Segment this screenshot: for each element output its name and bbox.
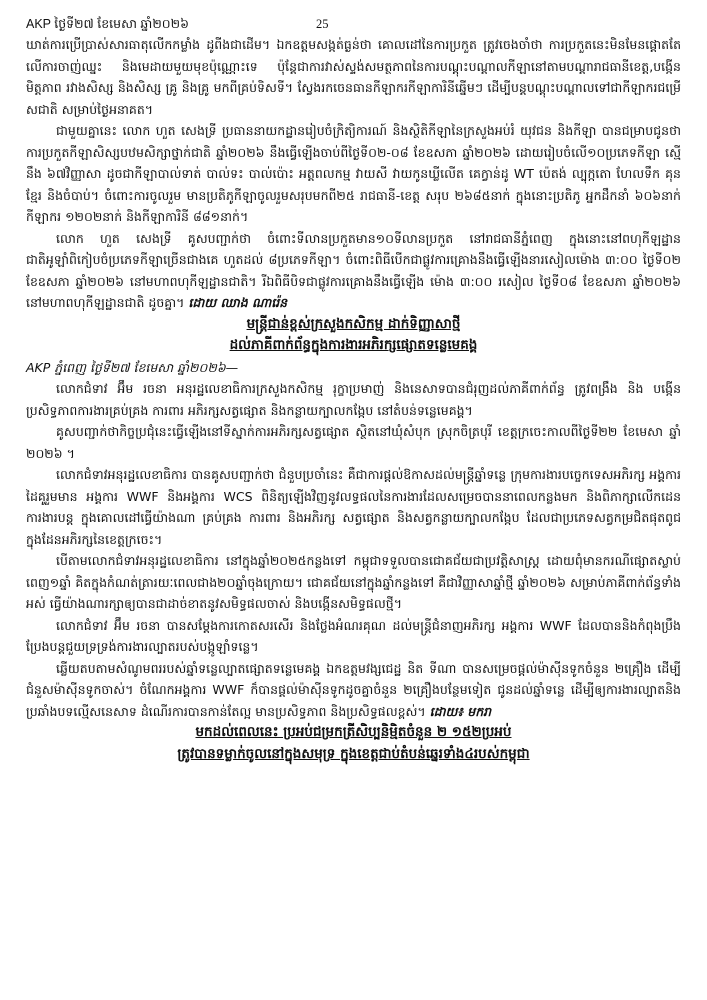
article-paragraph: លោកជំទាវអនុរដ្ឋលេខាធិការ បានគូសបញ្ជាក់ថា ជំនួបប្រចាំនេះ គឺជាការផ្តល់ឱកាសដល់មន្ត្រីឆ្នាំទន្លេ ក្រុមការងារបច្ចេកទេសអភិរក្ស អង្គការដៃគូរួមមាន អង្គការ WWF និងអង្គការ WCS ពិនិត្យឡើងវិញនូវលទ្ធផលនៃការងារដែលសម្រេចបាននាពេលកន្លងមក និងពិភាក្សាលើកដេនការងារបន្ត ក្នុងគោលដៅធ្វើយ៉ាងណា គ្រប់គ្រង ការពារ និងអភិរក្ស សត្វផ្សោត និងសត្វកន្លាយក្បាលកង្កែប ដែលជាប្រភេទសត្វកម្រជិតផុតពូជ ក្នុងដែនអភិរក្សនៃខេត្តក្រចេះ។ <box>26 467 681 547</box>
headline: មន្ត្រីជាន់ខ្ពស់ក្រសួងកសិកម្ម ដាក់ទិញ្ញាសាថ្មី <box>246 315 461 332</box>
headline: មកដល់ពេលនេះ ប្រអប់ជម្រកត្រីសិប្បនិម្មិតចំនួន ២ ១៥២ប្រអប់ <box>195 724 512 740</box>
article-fish-shelters <box>26 722 681 765</box>
article-paragraph: គូសបញ្ជាក់ថាកិច្ចប្រជុំនេះធ្វើឡើងនៅទីស្នាក់ការអភិរក្សសត្វផ្សោត ស្ថិតនៅឃុំសំបុក ស្រុកចិត្របុរី ខេត្តក្រចេះកាលពីថ្ងៃទី២២ ខែមេសា ឆ្នាំ ២០២៦ ។ <box>26 424 681 461</box>
article-paragraph <box>26 228 681 314</box>
article-paragraph: ឃាត់ការប្រើប្រាស់សារធាតុលើកកម្លាំង ដូពីងជាដើម។ ឯកឧត្តមសង្កត់ធ្ងន់ថា គោលដៅនៃការប្រកួត ត្រូវចេងចាំថា ការប្រកួតនេះមិនមែនផ្តោតតែលើការចាញ់ឈ្នះ និងមេដាយមួយមុខប៉ុណ្ណោះទេ ប៉ុន្តែជាការវាស់ស្ទង់សមត្ថភាពនៃការបណ្តុះបណ្តាលកីឡានៅតាមបណ្តារាជធានីខេត្ត,បង្កើនមិត្តភាព រវាងសិស្ស និងសិស្ស គ្រូ និងគ្រូ មកពីគ្រប់ទិសទី។ ស្វែងរកចេនធានកីឡាករកីឡាការិនីឆ្នើមៗ ដើម្បីបន្តបណ្តុះបណ្តាលទៅជាកីឡាករជម្រើសជាតិ សម្រាប់ថ្ងៃអនាគត។ <box>26 37 681 117</box>
article-paragraph: លោកជំទាវ អ៊ឹម រចនា បានសម្តែងការកោតសរសើរ និងថ្លែងអំណរគុណ ដល់មន្ត្រីជំនាញអភិរក្ស អង្គការ WWF ដែលបាននិងកំពុងប្រឹងប្រែងបន្តជួយទ្រទ្រង់ការងារល្បាតរបស់បង្កូឡាំទន្លេ។ <box>26 617 681 654</box>
headline: ត្រូវបានទម្លាក់ចូលនៅក្នុងសមុទ្រ ក្នុងខេត្តជាប់តំបន់ឆ្នេរទាំង៤របស់កម្ពុជា <box>177 745 530 762</box>
document-page <box>26 14 681 765</box>
page-number: 25 <box>316 17 329 31</box>
header-dateline: AKP ថ្ងៃទី២៧ ខែមេសា ឆ្នាំ២០២៦ <box>26 17 189 31</box>
page-header <box>26 14 681 34</box>
article-dolphin <box>26 314 681 723</box>
article-paragraph: លោកជំទាវ អ៊ឹម រចនា អនុរដ្ឋលេខាធិការក្រសួងកសិកម្ម រុក្ខាប្រមាញ់ និងនេសាទបានជំរុញដល់ភាគីពាក់ព័ន្ធ ត្រូវពង្រឹង និង បង្កើនប្រសិទ្ធភាពការងារគ្រប់គ្រង ការពារ អភិរក្សសត្វផ្សោត និងកន្លាយក្បាលកង្កែប នៅតំបន់ទន្លេមេគង្គ។ <box>26 381 681 418</box>
byline: ដោយ៖ មករា <box>429 703 492 719</box>
dateline <box>26 357 681 379</box>
article-paragraph-text: លោក ហួត សេងទ្រី គូសបញ្ជាក់ថា ចំពោះទីលានប្រកួតមាន១០ទីលានប្រកួត នៅរាជធានីភ្នំពេញ ក្នុងនោះនៅពហុកីឡដ្ឋានជាតិអូឡាំពិកៀបចំប្រភេទកីឡាច្រើនជាងគេ ហួតដល់ ៨ប្រភេទកីឡា។ ចំពោះពិធីបើកជាផ្លូវការគ្រោងនឹងធ្វើឡើងនារសៀលម៉ោង ៣:០០ ថ្ងៃទី០២ ខែឧសភា ឆ្នាំ២០២៦ នៅមហាពហុកីឡដ្ឋានជាតិ។ រីឯពិធីបិទជាផ្លូវការគ្រោងនឹងធ្វើឡើង ម៉ោង ៣:០០ រសៀល ថ្ងៃទី០៨ ខែឧសភា ឆ្នាំ២០២៦ នៅមហាពហុកីឡដ្ឋានជាតិ ដូចគ្នា។ <box>26 230 681 310</box>
dateline-text: AKP ភ្នំពេញ ថ្ងៃទី២៧ ខែមេសា ឆ្នាំ២០២៦— <box>26 359 239 375</box>
article-paragraph-text: ឆ្លើយតបតាមសំណូមពររបស់ឆ្នាំទន្លេល្បាតផ្សោតទន្លេមេគង្គ ឯកឧត្តមវង្សជេដ្ឋ និត ទីណា បានសម្រេចផ្តល់ម៉ាស៊ីនទូកចំនួន ២គ្រឿង ដើម្បីជំនួសម៉ាស៊ីនទូកចាស់។ ចំណែកអង្គការ WWF ក៏បានផ្តល់ម៉ាស៊ីនទូកដូចគ្នាចំនួន ២គ្រឿងបន្ថែមទៀត ជូនដល់ឆ្នាំទន្លេ ដើម្បីឲ្យការងារល្បាតនិងប្រឆាំងបទល្មើសនេសាទ ដំណើរការបានកាន់តែល្អ មានប្រសិទ្ធភាព និងប្រសិទ្ធផលខ្ពស់។ <box>26 660 681 719</box>
article-paragraph: ជាមួយគ្នានេះ លោក ហួត សេងទ្រី ប្រធាននាយកដ្ឋានរៀបចំក្រិត្យិការណ៍ និងស្ថិតិកីឡានៃក្រសួងអប់រំ យុវជន និងកីឡា បានជម្រាបជូនថា ការប្រកួតកីឡាសិស្សបឋមសិក្សាថ្នាក់ជាតិ ឆ្នាំ២០២៦ នឹងធ្វើឡើងចាប់ពីថ្ងៃទី០២-០៨ ខែឧសភា ឆ្នាំ២០២៦ ដោយរៀបចំលើ១០ប្រភេទកីឡា ស្មើនឹង ៦៧វិញ្ញាសា ដូចជាកីឡាបាល់ទាត់ បាល់ទះ បាល់ប៉ោះ អត្តពលកម្ម វាយសី វាយកូនឃ្លីលើត គេក្វាន់ដូ WT ប៉េតង់ ល្បុក្កតោ ហែលទឹក គុនខ្មែរ និងចំបាប់។ ចំពោះការចូលរួម មានប្រតិភូកីឡាចូលរួមសរុបមកពី២៥ រាជធានី-ខេត្ត សរុប ២៦៨៥នាក់ ក្នុងនោះប្រតិភូ អ្នកដឹកនាំ ៦០៦នាក់ កីឡាករ ១២០២នាក់ និងកីឡាការិនី ៨៨១នាក់។ <box>26 123 681 224</box>
article-sports <box>26 34 681 314</box>
article-paragraph <box>26 658 681 723</box>
headline: ដល់ភាគីពាក់ព័ន្ធក្នុងការងារអភិរក្សផ្សោតទន្លេមេគង្គ <box>229 337 478 353</box>
article-paragraph: បើតាមលោកជំទាវអនុរដ្ឋលេខាធិការ នៅក្នុងឆ្នាំ២០២៥កន្លងទៅ កម្ពុជាទទួលបានជោគជ័យជាប្រវត្តិសាស្ត្រ ដោយពុំមានករណីផ្សោតស្លាប់ពេញ១ឆ្នាំ គិតក្នុងកំណត់ត្រារយៈពេលជាង២០ឆ្នាំចុងក្រោយ។ ជោគជ័យនៅក្នុងឆ្នាំកន្លងទៅ គឺជាវិញ្ញាសាឆ្នាំថ្មី ឆ្នាំ២០២៦ សម្រាប់ភាគីពាក់ព័ន្ធទាំងអស់ ធ្វើយ៉ាងណារក្សាឲ្យបានជាដាច់ខាតនូវសមិទ្ធផលចាស់ និងបង្កើនសមិទ្ធផលថ្មី។ <box>26 553 681 611</box>
byline: ដោយ ឈាង ណារ៉េន <box>188 295 288 310</box>
